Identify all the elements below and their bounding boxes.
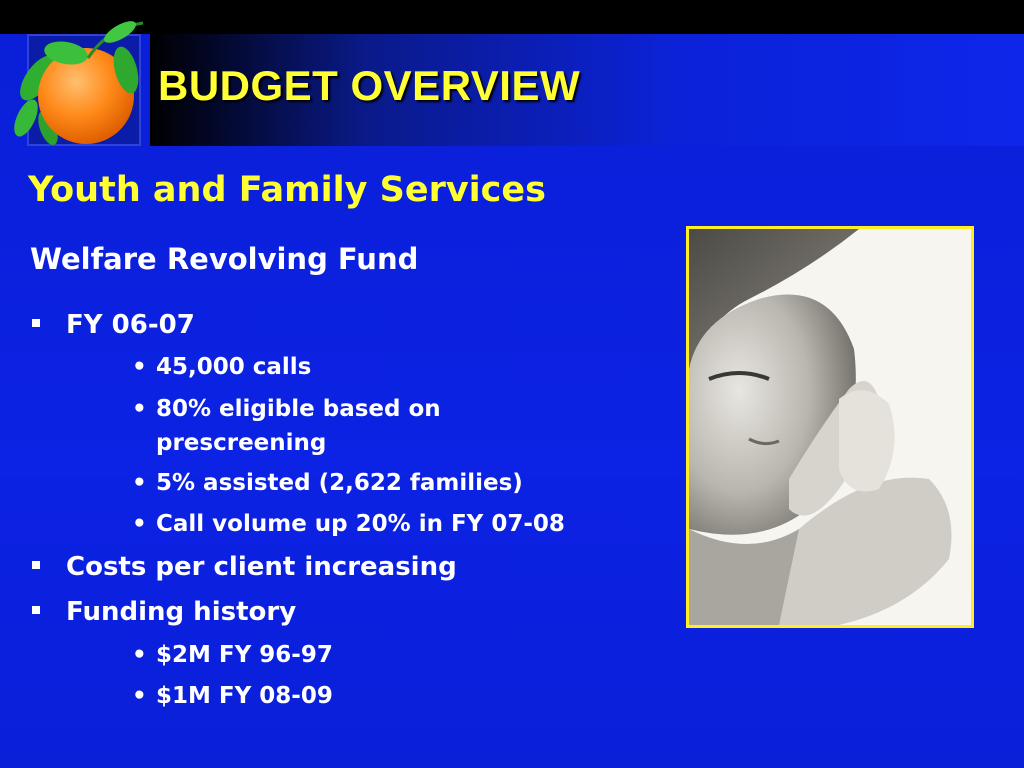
bullet-funding-label: Funding history xyxy=(66,597,297,627)
square-bullet-icon xyxy=(32,561,40,569)
bullet-costs-label: Costs per client increasing xyxy=(66,552,457,582)
sub-bullet: • 45,000 calls xyxy=(132,351,692,384)
sub-bullet: • $1M FY 08-09 xyxy=(132,680,692,713)
sub-bullet-text: $2M FY 96-97 xyxy=(156,642,333,668)
mother-and-baby-photo xyxy=(686,226,974,628)
sub-bullet-text: 80% eligible based on prescreening xyxy=(156,396,441,456)
sub-bullet: • 5% assisted (2,622 families) xyxy=(132,467,692,500)
sub-bullet-text: Call volume up 20% in FY 07-08 xyxy=(156,511,565,537)
bullet-fy-label: FY 06-07 xyxy=(66,310,195,340)
bullet-funding xyxy=(30,597,296,627)
sub-bullet-text: 5% assisted (2,622 families) xyxy=(156,470,523,496)
page-title: BUDGET OVERVIEW xyxy=(158,62,581,109)
square-bullet-icon xyxy=(32,319,40,327)
sub-bullet: • 80% eligible based on prescreening xyxy=(132,392,692,460)
square-bullet-icon xyxy=(32,606,40,614)
section-heading: Welfare Revolving Fund xyxy=(30,242,419,276)
sub-bullet-text: 45,000 calls xyxy=(156,354,312,380)
sub-bullet: • $2M FY 96-97 xyxy=(132,639,692,672)
sub-bullet: • Call volume up 20% in FY 07-08 xyxy=(132,508,692,541)
bullet-costs xyxy=(30,552,457,582)
orange-fruit-icon xyxy=(8,18,158,158)
sub-bullet-text: $1M FY 08-09 xyxy=(156,683,333,709)
bullet-fy xyxy=(30,310,195,340)
slide-subtitle: Youth and Family Services xyxy=(28,170,546,210)
